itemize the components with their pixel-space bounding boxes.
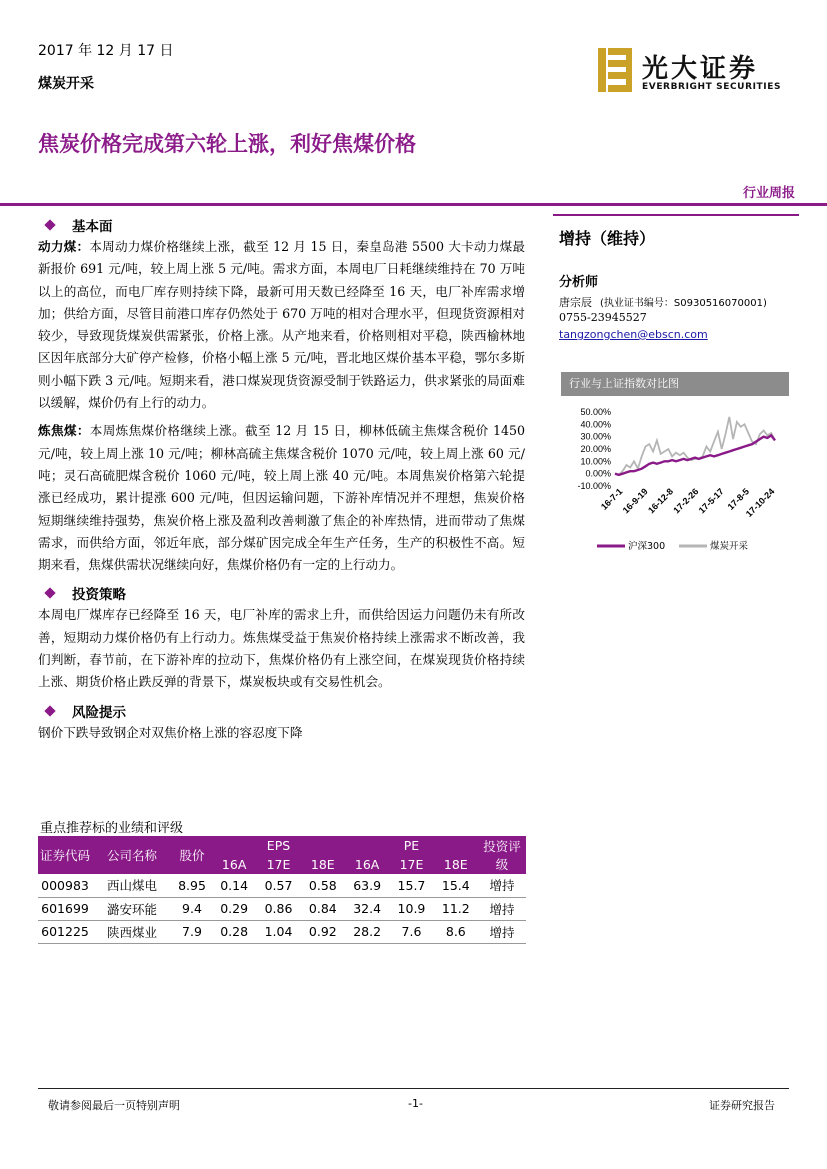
cell-pe17: 7.6 (389, 920, 433, 943)
footer-disclaimer: 敬请参阅最后一页特别声明 (48, 1099, 180, 1112)
y-tick-label: 20.00% (580, 444, 611, 454)
table-row (38, 920, 526, 943)
cell-pe16: 32.4 (345, 897, 389, 920)
y-tick-label: 10.00% (580, 456, 611, 467)
chart-title: 行业与上证指数对比图 (561, 372, 789, 396)
legend-label: 沪深300 (628, 541, 666, 552)
coking-coal-text: 本周炼焦煤价格继续上涨。截至 12 月 15 日，柳林低硫主焦煤含税价 1450 元/吨，较上周上涨 10 元/吨；柳林高硫主焦煤含税价 1070 元/吨，较上周上涨 60 元/吨；灵石高硫肥煤含税价 1060 元/吨，较上周上涨 40 元/吨。本周焦炭价格第六轮提涨已经成功，累计提涨 600 元/吨，但因运输问题，下游补库情况并不理想，焦炭价格短期继续维持强势，焦炭价格上涨及盈利改善刺激了焦企的补库热情，进而带动了焦煤需求，而供给方面，邻近年底，部分煤矿因完成全年生产任务，生产的积极性不高。短期来看，焦煤供需状况继续向好，焦煤价格仍有一定的上行动力。 (38, 423, 525, 573)
analyst-info (559, 294, 767, 310)
y-tick-label: 30.00% (580, 431, 611, 442)
analyst-heading: 分析师 (559, 275, 599, 290)
logo-text-cn: 光大证券 (642, 54, 759, 84)
x-tick-label: 17-2-26 (671, 486, 701, 516)
report-date: 2017 年 12 月 17 日 (38, 43, 174, 59)
col-price: 股价 (172, 836, 212, 874)
section-heading-text: 风险提示 (72, 704, 126, 721)
cell-pe18: 11.2 (434, 897, 478, 920)
company-logo (598, 48, 798, 98)
cell-eps17: 1.04 (256, 920, 300, 943)
sector-label: 煤炭开采 (38, 76, 94, 92)
col-pe-18: 18E (434, 855, 478, 874)
col-code: 证券代码 (38, 836, 92, 874)
section-heading-basic (38, 214, 525, 236)
section-heading-text: 投资策略 (72, 587, 126, 604)
col-pe-16: 16A (345, 855, 389, 874)
thermal-coal-label: 动力煤： (38, 239, 90, 254)
cell-price: 8.95 (172, 874, 212, 897)
cell-rating: 增持 (478, 897, 526, 920)
cell-eps18: 0.84 (301, 897, 345, 920)
y-tick-label: 40.00% (580, 419, 611, 430)
cell-eps17: 0.57 (256, 874, 300, 897)
cell-eps17: 0.86 (256, 897, 300, 920)
cell-eps16: 0.14 (212, 874, 256, 897)
analyst-cert: (执业证书编号：S0930516070001) (600, 298, 767, 309)
y-tick-label: 50.00% (580, 407, 611, 417)
logo-mark-icon (598, 48, 634, 92)
cell-rating: 增持 (478, 920, 526, 943)
recommendation-table (38, 836, 526, 944)
cell-eps16: 0.28 (212, 920, 256, 943)
table-row (38, 874, 526, 897)
coking-coal-label: 炼焦煤： (38, 423, 90, 439)
page-number: -1- (408, 1097, 423, 1110)
strategy-paragraph: 本周电厂煤库存已经降至 16 天，电厂补库的需求上升，而供给因运力问题仍未有所改善，短期动力煤价格仍有上行动力。炼焦煤受益于焦炭价格持续上涨需求不断改善，我们判断，春节前，在下游补库的拉动下，焦煤价格仍有上涨空间，在煤炭现货价格持续上涨、期货价格止跌反弹的背景下，煤炭板块或有交易性机会。 (38, 607, 525, 690)
analyst-email-link[interactable]: tangzongchen@ebscn.com (559, 328, 708, 341)
x-tick-label: 17-10-24 (743, 486, 777, 519)
col-eps-18: 18E (301, 855, 345, 874)
footer-report-label: 证券研究报告 (709, 1099, 775, 1112)
cell-name: 潞安环能 (92, 897, 172, 920)
col-eps-16: 16A (212, 855, 256, 874)
bullet-diamond-icon (44, 588, 55, 599)
col-rating: 投资评级 (478, 836, 526, 874)
x-tick-label: 16-9-19 (620, 486, 650, 516)
sidebar-divider (553, 214, 799, 216)
col-pe: PE (345, 836, 478, 855)
cell-price: 9.4 (172, 897, 212, 920)
cell-name: 陕西煤业 (92, 920, 172, 943)
x-tick-label: 17-5-17 (696, 486, 726, 516)
comparison-chart (553, 400, 799, 560)
cell-eps18: 0.92 (301, 920, 345, 943)
table-caption: 重点推荐标的业绩和评级 (40, 821, 184, 836)
cell-code: 000983 (38, 874, 92, 897)
cell-pe17: 15.7 (389, 874, 433, 897)
cell-code: 601225 (38, 920, 92, 943)
x-tick-label: 17-8-5 (725, 486, 752, 512)
analyst-name: 唐宗辰 (559, 296, 592, 309)
section-heading-strategy (38, 582, 525, 604)
thermal-coal-text: 本周动力煤价格继续上涨，截至 12 月 15 日，秦皇岛港 5500 大卡动力煤最新报价 691 元/吨，较上周上涨 5 元/吨。需求方面，本周电厂日耗继续维持在 70 万吨以上的高位，而电厂库存则持续下降，最新可用天数已经降至 16 天，电厂补库需求增加；供给方面，尽管目前港口库存仍然处于 670 万吨的相对合理水平，但现货资源相对较少，导致现货煤炭供需紧张，价格上涨。从产地来看，价格则相对平稳，陕西榆林地区因年底部分大矿停产检修，价格小幅上涨 5 元/吨，晋北地区煤价基本平稳，鄂尔多斯则小幅下跌 3 元/吨。短期来看，港口煤炭现货资源受制于铁路运力，供求紧张的局面难以缓解，煤价仍有上行的动力。 (38, 239, 526, 411)
header-divider (0, 203, 827, 206)
bullet-diamond-icon (44, 219, 55, 230)
thermal-coal-paragraph (38, 236, 525, 414)
footer-divider (38, 1088, 789, 1089)
cell-eps18: 0.58 (301, 874, 345, 897)
series-line-coal (615, 417, 775, 475)
col-eps-17: 17E (256, 855, 300, 874)
cell-pe16: 63.9 (345, 874, 389, 897)
table-row (38, 897, 526, 920)
report-type-label: 行业周报 (742, 186, 795, 201)
cell-pe16: 28.2 (345, 920, 389, 943)
x-tick-label: 16-7-1 (598, 486, 625, 512)
cell-pe17: 10.9 (389, 897, 433, 920)
section-heading-risk (38, 700, 525, 722)
col-eps: EPS (212, 836, 345, 855)
cell-pe18: 8.6 (434, 920, 478, 943)
bullet-diamond-icon (44, 705, 55, 716)
y-tick-label: -10.00% (577, 481, 611, 491)
logo-text-en: EVERBRIGHT SECURITIES (642, 82, 782, 92)
legend-label: 煤炭开采 (710, 541, 749, 552)
cell-name: 西山煤电 (92, 874, 172, 897)
page-title: 焦炭价格完成第六轮上涨，利好焦煤价格 (38, 132, 416, 156)
cell-rating: 增持 (478, 874, 526, 897)
risk-paragraph: 钢价下跌导致钢企对双焦价格上涨的容忍度下降 (38, 724, 303, 740)
cell-pe18: 15.4 (434, 874, 478, 897)
col-company: 公司名称 (92, 836, 172, 874)
section-heading-text: 基本面 (72, 219, 113, 235)
rating-label: 增持（维持） (559, 229, 656, 248)
col-pe-17: 17E (389, 855, 433, 874)
main-content (38, 214, 525, 744)
cell-eps16: 0.29 (212, 897, 256, 920)
cell-code: 601699 (38, 897, 92, 920)
x-tick-label: 16-12-8 (646, 486, 676, 516)
cell-price: 7.9 (172, 920, 212, 943)
y-tick-label: 0.00% (585, 468, 611, 479)
coking-coal-paragraph (38, 420, 525, 576)
analyst-phone: 0755-23945527 (559, 311, 647, 324)
